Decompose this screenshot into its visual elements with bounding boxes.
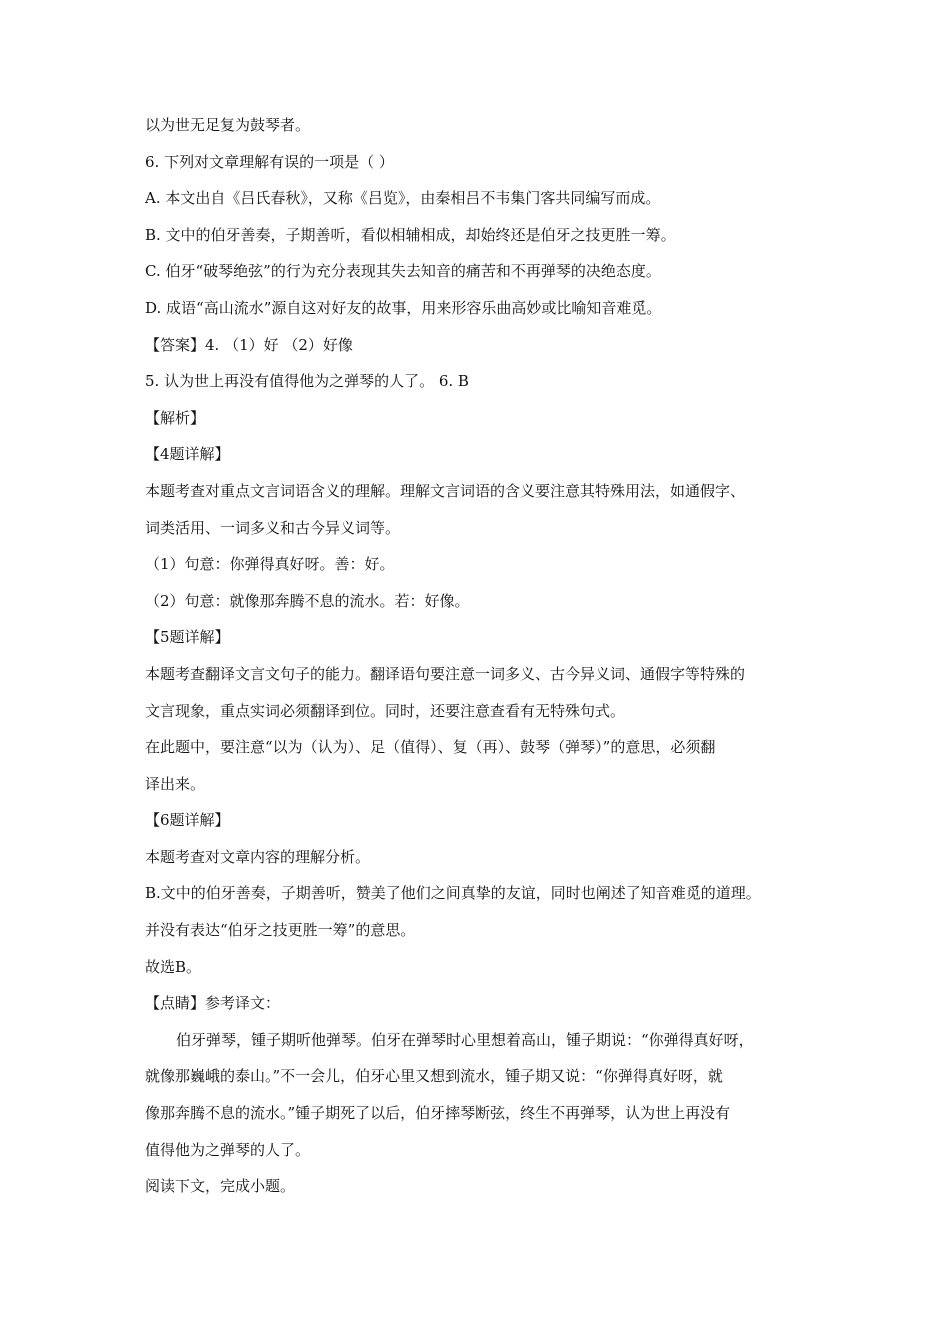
option-d: D. 成语“高山流水”源自这对好友的故事，用来形容乐曲高妙或比喻知音难觅。 (145, 298, 662, 317)
q4-item-1: （1）句意：你弹得真好呀。善：好。 (145, 555, 395, 574)
option-b: B. 文中的伯牙善奏，子期善听，看似相辅相成，却始终还是伯牙之技更胜一筹。 (145, 225, 676, 244)
q4-detail-header: 【4题详解】 (145, 445, 230, 464)
q6-detail-text: B.文中的伯牙善奏，子期善听，赞美了他们之间真挚的友谊，同时也阐述了知音难觅的道理。 (145, 884, 761, 903)
q5-detail-text: 在此题中，要注意“以为（认为）、足（值得）、复（再）、鼓琴（弹琴）”的意思，必须翻 (145, 738, 716, 757)
q5-detail-text: 本题考查翻译文言文句子的能力。翻译语句要注意一词多义、古今异义词、通假字等特殊的 (145, 664, 746, 683)
q6-conclusion: 故选B。 (145, 957, 202, 976)
q4-detail-text: 本题考查对重点文言词语含义的理解。理解文言词语的含义要注意其特殊用法，如通假字、 (145, 481, 746, 500)
translation-text: 伯牙弹琴，锺子期听他弹琴。伯牙在弹琴时心里想着高山，锺子期说：“你弹得真好呀， (176, 1030, 754, 1049)
translation-header: 【点睛】参考译文： (145, 994, 281, 1013)
option-c: C. 伯牙“破琴绝弦”的行为充分表现其失去知音的痛苦和不再弹琴的决绝态度。 (145, 262, 661, 281)
q5-detail-text: 文言现象，重点实词必须翻译到位。同时，还要注意查看有无特殊句式。 (145, 701, 626, 720)
answer-5-6: 5. 认为世上再没有值得他为之弹琴的人了。 6. B (145, 372, 469, 391)
document-body (145, 116, 825, 1214)
q4-detail-text: 词类活用、一词多义和古今异义词等。 (145, 518, 401, 537)
q5-detail-header: 【5题详解】 (145, 628, 230, 647)
q6-detail-text: 本题考查对文章内容的理解分析。 (145, 847, 371, 866)
next-instruction: 阅读下文，完成小题。 (145, 1177, 296, 1196)
answer-header: 【答案】4. （1）好 （2）好像 (145, 335, 353, 354)
translation-text: 就像那巍峨的泰山。”不一会儿，伯牙心里又想到流水，锺子期又说：“你弹得真好呀，就 (145, 1067, 723, 1086)
option-a: A. 本文出自《吕氏春秋》，又称《吕览》，由秦相吕不韦集门客共同编写而成。 (145, 189, 661, 208)
q5-detail-text: 译出来。 (145, 774, 206, 793)
q6-detail-text: 并没有表达“伯牙之技更胜一筹”的意思。 (145, 921, 416, 940)
q4-item-2: （2）句意：就像那奔腾不息的流水。若：好像。 (145, 591, 470, 610)
analysis-header: 【解析】 (145, 408, 206, 427)
q6-detail-header: 【6题详解】 (145, 811, 230, 830)
question-6: 6. 下列对文章理解有误的一项是（ ） (145, 152, 394, 171)
translation-text: 像那奔腾不息的流水。”锺子期死了以后，伯牙摔琴断弦，终生不再弹琴，认为世上再没有 (145, 1104, 731, 1123)
passage-fragment: 以为世无足复为鼓琴者。 (145, 116, 311, 134)
translation-text: 值得他为之弹琴的人了。 (145, 1140, 311, 1159)
